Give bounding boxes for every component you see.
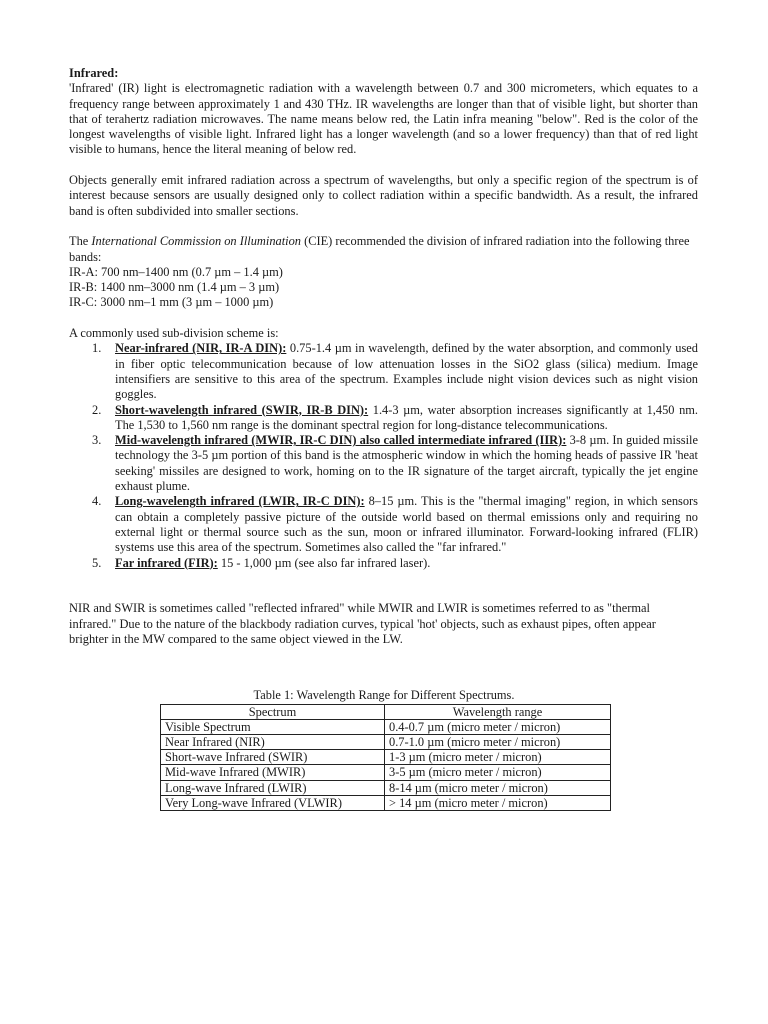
table-row (161, 765, 611, 780)
cell-spectrum: Very Long-wave Infrared (VLWIR) (161, 795, 385, 810)
cell-wavelength: 3-5 µm (micro meter / micron) (385, 765, 611, 780)
cell-spectrum: Near Infrared (NIR) (161, 734, 385, 749)
reflected-paragraph: NIR and SWIR is sometimes called "reflected infrared" while MWIR and LWIR is sometimes referred to as "thermal infrared." Due to the nature of the blackbody radiation curves, typical 'hot' objects, such as exhaust pipes, often appear brighter in the MW compared to the same object viewed in the LW. (69, 601, 656, 646)
intro-paragraph: 'Infrared' (IR) light is electromagnetic radiation with a wavelength between 0.7 and 300 micrometers, which equates to a frequency range between approximately 1 and 430 THz. IR wavelengths are longer than that of visible light, but shorter than that of terahertz radiation microwaves. The name means below red, the Latin infra meaning "below". Red is the color of the longest wavelengths of visible light. Infrared light has a longer wavelength (and so a lower frequency) than that of red light visible to humans, hence the literal meaning of below red. (69, 81, 698, 157)
cie-prefix: The (69, 234, 92, 249)
section-heading: Infrared: (69, 66, 119, 80)
list-number: 3. (92, 433, 102, 448)
table-caption: Table 1: Wavelength Range for Different Spectrums. (253, 688, 515, 703)
cell-wavelength: 1-3 µm (micro meter / micron) (385, 750, 611, 765)
band-ir-b: IR-B: 1400 nm–3000 nm (1.4 µm – 3 µm) (69, 280, 280, 295)
cie-name: International Commission on Illumination (91, 234, 301, 249)
emission-paragraph: Objects generally emit infrared radiation across a spectrum of wavelengths, but only a specific region of the spectrum is of interest because sensors are usually designed only to collect radiation within a specific bandwidth. As a result, the infrared band is often subdivided into smaller sections. (69, 173, 698, 218)
subdivision-list (69, 341, 698, 570)
list-number: 5. (92, 555, 102, 570)
table-section (69, 688, 698, 811)
list-item (69, 556, 698, 571)
list-item (69, 494, 698, 555)
list-term: Long-wavelength infrared (LWIR, IR-C DIN): (115, 494, 365, 509)
list-term: Short-wavelength infrared (SWIR, IR-B DIN): (115, 402, 369, 417)
list-item (69, 433, 698, 494)
table-row (161, 780, 611, 795)
cell-wavelength: > 14 µm (micro meter / micron) (385, 795, 611, 810)
list-text: 15 - 1,000 µm (see also far infrared laser). (217, 555, 431, 570)
list-text: 3-8 µm. In guided missile technology the 3-5 µm portion of this band is the atmospheric window in which the homing heads of passive IR 'heat seeking' missiles are designed to work, homing on to the IR signature of the target aircraft, typically the jet engine exhaust plume. (115, 433, 698, 494)
list-item (69, 341, 698, 402)
cell-spectrum: Long-wave Infrared (LWIR) (161, 780, 385, 795)
list-number: 2. (92, 402, 102, 417)
cie-paragraph (69, 234, 698, 265)
list-text: 8–15 µm. This is the "thermal imaging" region, in which sensors can obtain a completely passive picture of the outside world based on thermal emissions only and requiring no external light or thermal source such as the sun, moon or infrared illuminator. Forward-looking infrared (FLIR) systems use this area of the spectrum. Sometimes also called the "far infrared." (115, 494, 698, 555)
table-header-row (161, 704, 611, 719)
list-number: 4. (92, 494, 102, 509)
table-row (161, 795, 611, 810)
list-term: Near-infrared (NIR, IR-A DIN): (115, 341, 287, 356)
cell-spectrum: Short-wave Infrared (SWIR) (161, 750, 385, 765)
table-row (161, 734, 611, 749)
list-text: 0.75-1.4 µm in wavelength, defined by the water absorption, and commonly used in fiber optic telecommunication because of low attenuation losses in the SiO2 glass (silica) medium. Image intensifiers are sensitive to this area of the spectrum. Examples include night vision devices such as night vision goggles. (115, 341, 698, 402)
cell-spectrum: Visible Spectrum (161, 719, 385, 734)
scheme-intro: A commonly used sub-division scheme is: (69, 326, 279, 341)
cell-spectrum: Mid-wave Infrared (MWIR) (161, 765, 385, 780)
header-spectrum: Spectrum (161, 704, 385, 719)
list-term: Far infrared (FIR): (115, 555, 218, 570)
table-row (161, 719, 611, 734)
band-ir-a: IR-A: 700 nm–1400 nm (0.7 µm – 1.4 µm) (69, 264, 283, 279)
wavelength-table (160, 704, 611, 811)
band-ir-c: IR-C: 3000 nm–1 mm (3 µm – 1000 µm) (69, 295, 274, 310)
header-wavelength: Wavelength range (385, 704, 611, 719)
list-number: 1. (92, 341, 102, 356)
list-item (69, 403, 698, 434)
list-text: 1.4-3 µm, water absorption increases significantly at 1,450 nm. The 1,530 to 1,560 nm range is the dominant spectral region for long-distance telecommunications. (115, 402, 698, 432)
cell-wavelength: 0.4-0.7 µm (micro meter / micron) (385, 719, 611, 734)
list-term: Mid-wavelength infrared (MWIR, IR-C DIN) also called intermediate infrared (IIR): (115, 433, 567, 448)
table-row (161, 750, 611, 765)
cie-suffix: (CIE) recommended the division of infrared radiation into the following three bands: (69, 234, 690, 264)
document-page (69, 66, 698, 811)
cell-wavelength: 8-14 µm (micro meter / micron) (385, 780, 611, 795)
cell-wavelength: 0.7-1.0 µm (micro meter / micron) (385, 734, 611, 749)
